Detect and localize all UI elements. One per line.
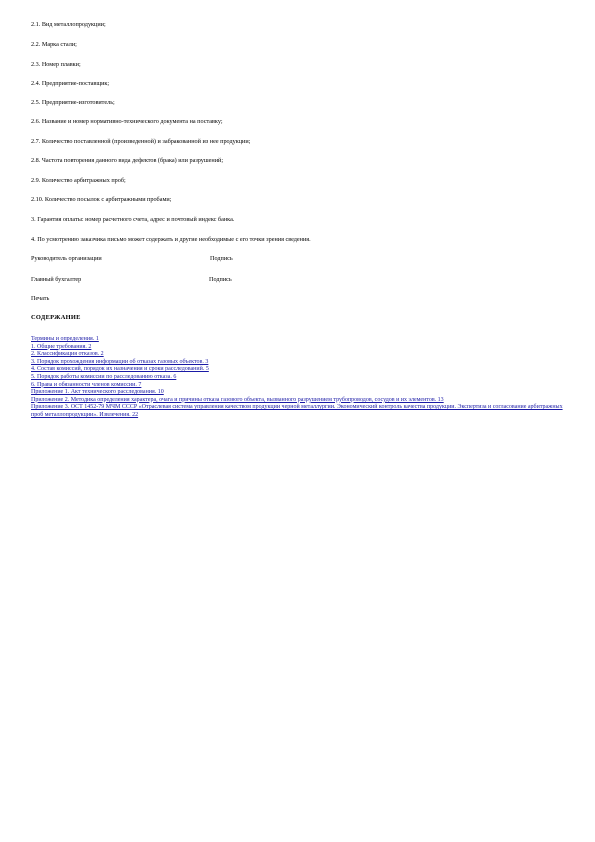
signature-accountant-sign: Подпись: [209, 276, 232, 283]
toc-link-classification[interactable]: 2. Классификация отказов. 2: [31, 351, 104, 358]
contents-heading: СОДЕРЖАНИЕ: [31, 314, 81, 321]
toc-link-rights[interactable]: 6. Права и обязанности членов комиссии. 7: [31, 381, 142, 388]
stamp-label: Печать: [31, 295, 50, 302]
toc-link-terms[interactable]: Термины и определения. 1: [31, 336, 99, 342]
item-2-2: 2.2. Марка стали;: [31, 41, 77, 48]
item-2-7: 2.7. Количество поставленной (произведенной) и забракованной из нее продукции;: [31, 138, 251, 145]
toc-link-commissions[interactable]: 4. Состав комиссий, порядок их назначения и сроки расследований. 5: [31, 366, 209, 373]
item-2-6: 2.6. Название и номер нормативно-технического документа на поставку;: [31, 118, 223, 125]
item-4: 4. По усмотрению заказчика письмо может содержать и другие необходимые с его точки зрения сведения.: [31, 236, 311, 243]
item-2-8: 2.8. Частота повторения данного вида дефектов (брака) или разрушений;: [31, 157, 224, 164]
toc-link-appendix-3[interactable]: Приложение 3. ОСТ 1452-79 МЧМ СССР «Отраслевая система управления качеством продукции черной металлургии. Экономический контроль качества продукции. Экспертиза и согласование арбитражных проб металлопродукции». Извлечения. 22: [31, 404, 563, 418]
item-2-9: 2.9. Количество арбитражных проб;: [31, 177, 126, 184]
toc-link-procedure[interactable]: 5. Порядок работы комиссии по расследованию отказа. 6: [31, 373, 177, 380]
item-2-4: 2.4. Предприятие-поставщик;: [31, 80, 110, 87]
table-of-contents: [31, 336, 571, 420]
item-2-5: 2.5. Предприятие-изготовитель;: [31, 99, 115, 106]
item-3: 3. Гарантия оплаты: номер расчетного счета, адрес и почтовый индекс банка.: [31, 216, 235, 223]
item-2-1: 2.1. Вид металлопродукции;: [31, 21, 106, 28]
signature-head-label: Руководитель организации: [31, 255, 102, 262]
toc-link-information[interactable]: 3. Порядок прохождения информации об отказах газовых объектов. 3: [31, 358, 209, 365]
signature-head-sign: Подпись: [210, 255, 233, 262]
item-2-3: 2.3. Номер плавки;: [31, 61, 81, 68]
item-2-10: 2.10. Количество посылок с арбитражными пробами;: [31, 196, 172, 203]
signature-accountant-label: Главный бухгалтер: [31, 276, 82, 283]
toc-link-appendix-2[interactable]: Приложение 2. Методика определения характера, очага и причины отказа газового объекта, вызванного разрушением трубопроводов, сосудов и их элементов. 13: [31, 396, 444, 403]
toc-link-appendix-1[interactable]: Приложение 1. Акт технического расследования. 10: [31, 389, 164, 396]
toc-link-general[interactable]: 1. Общие требования. 2: [31, 343, 92, 350]
